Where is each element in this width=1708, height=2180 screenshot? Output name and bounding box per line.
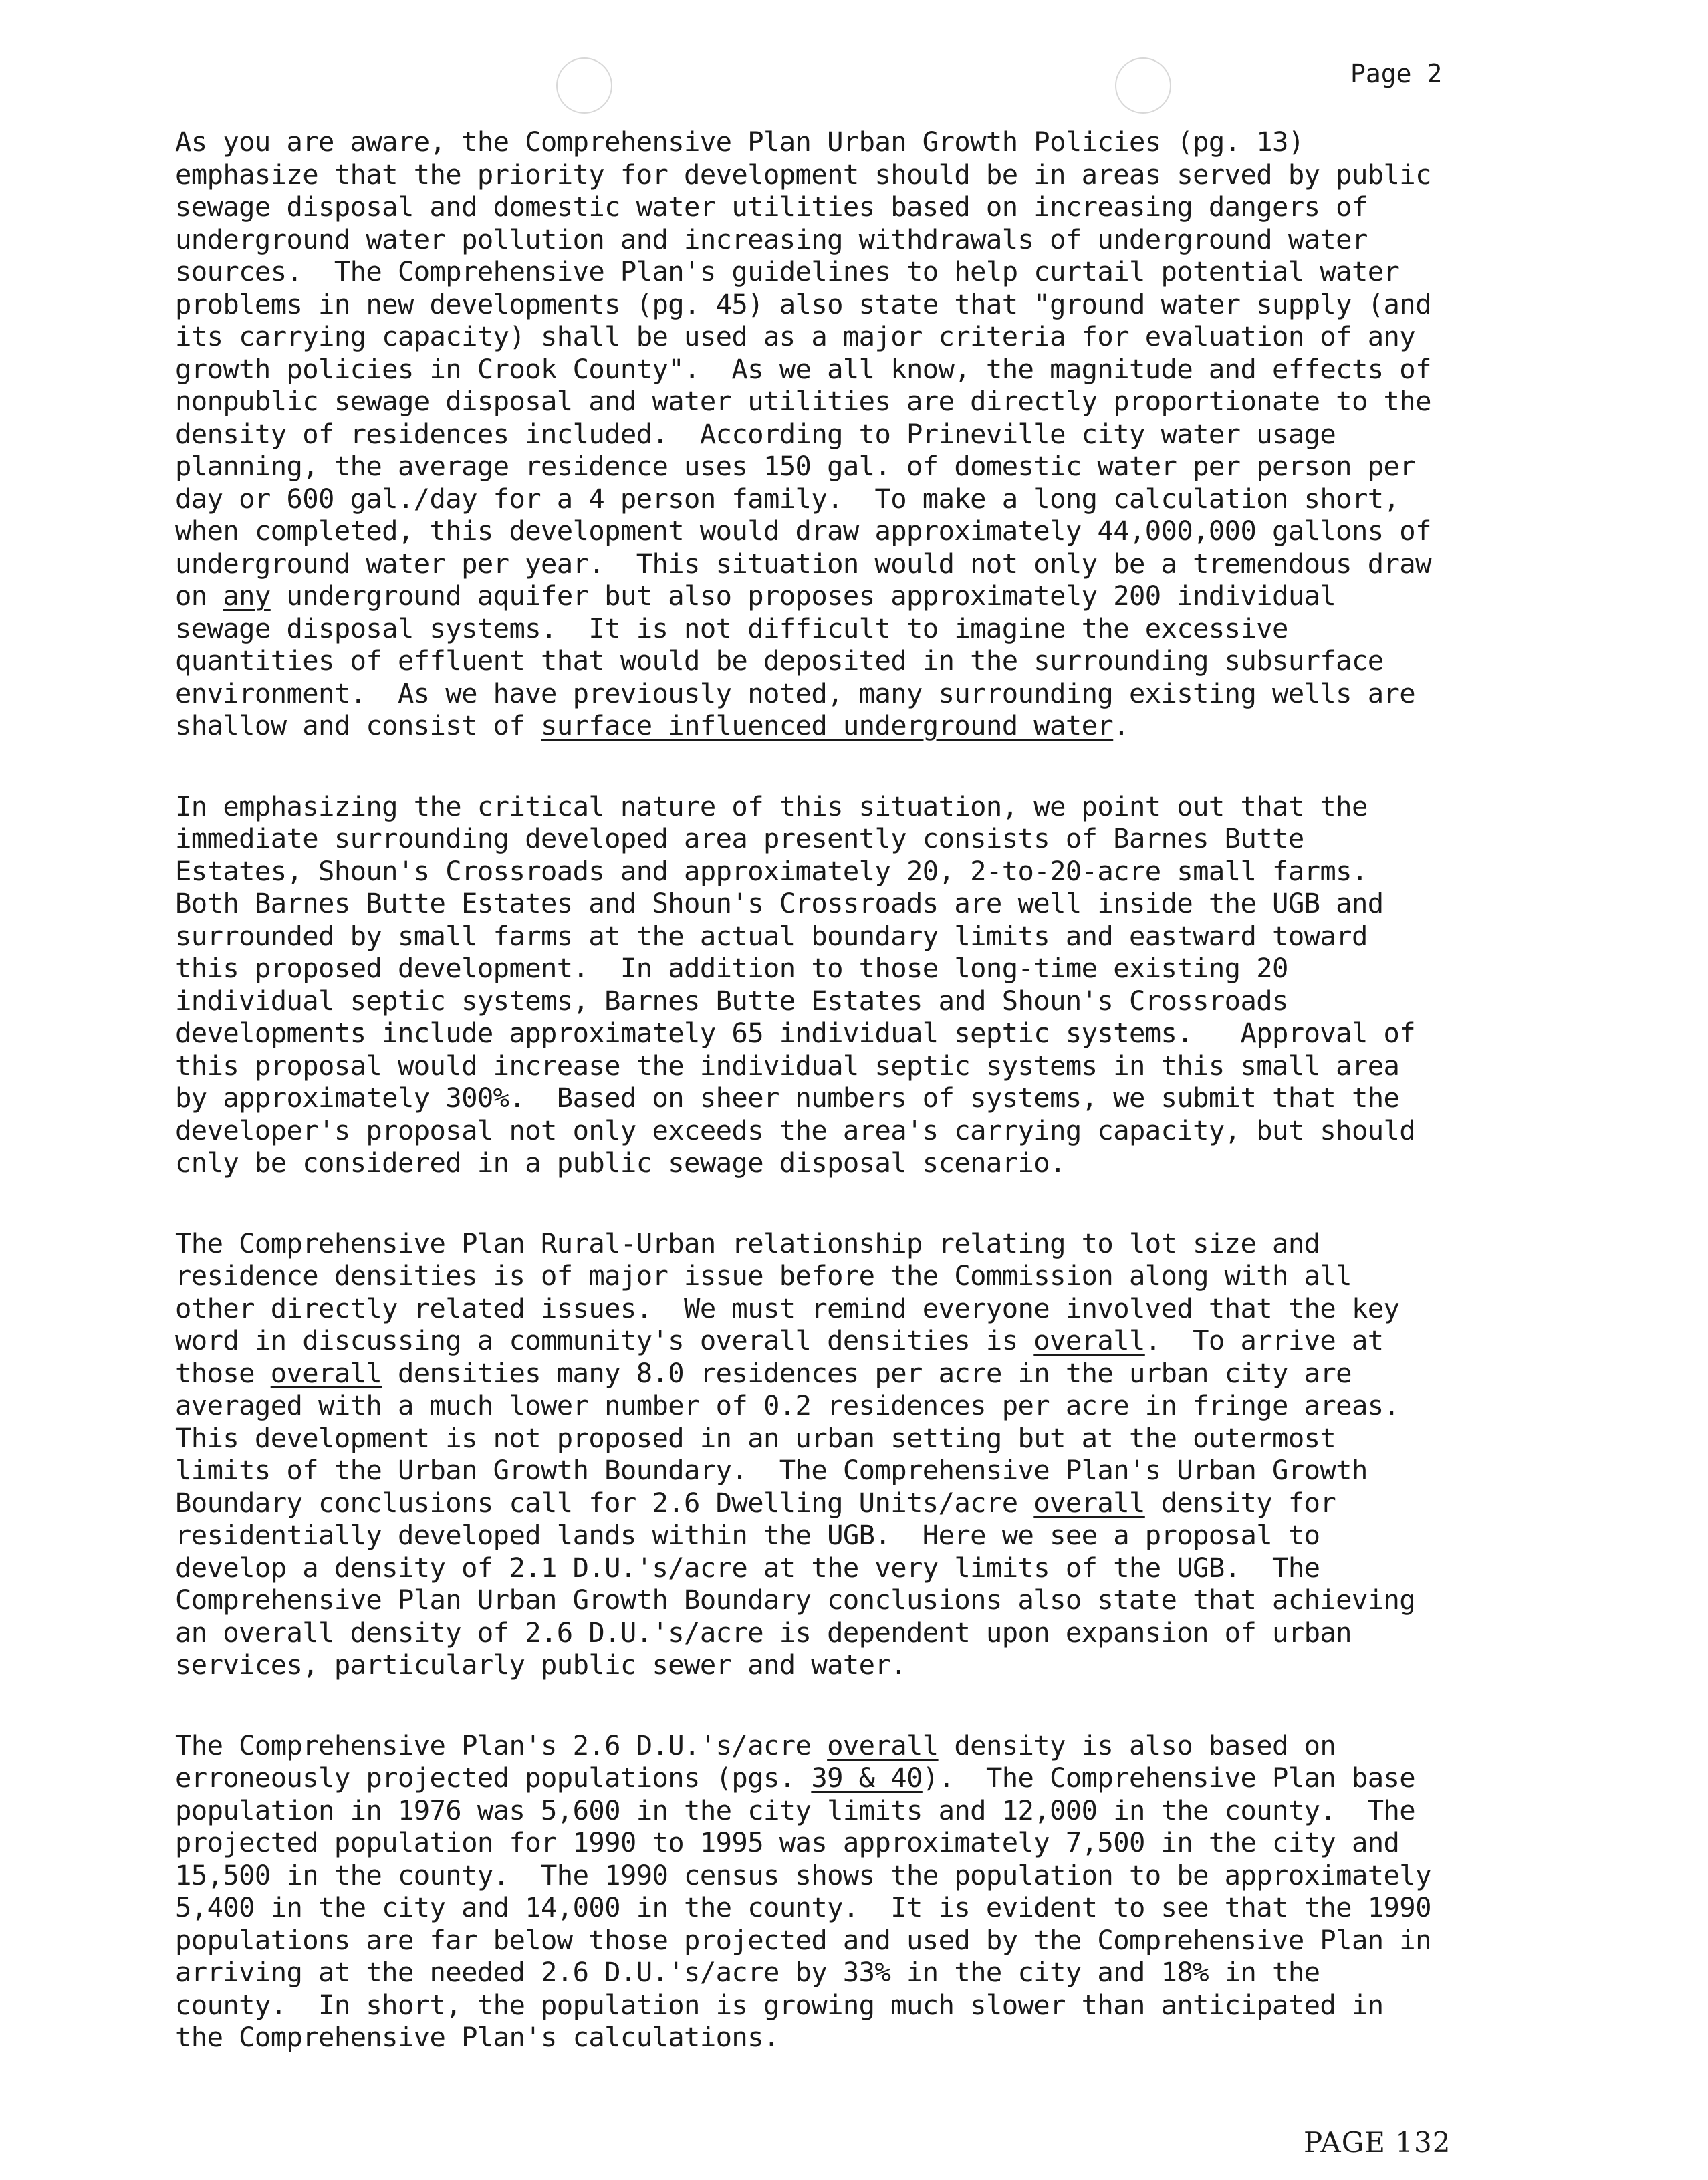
- text-segment: underground aquifer but also proposes approximately 200 individual: [270, 580, 1336, 612]
- text-segment: by approximately 300%. Based on sheer numbers of systems, we submit that the: [175, 1082, 1400, 1114]
- text-segment: projected population for 1990 to 1995 was approximately 7,500 in the city and: [175, 1826, 1400, 1858]
- paragraph: [175, 1729, 1512, 2054]
- text-segment: nonpublic sewage disposal and water utilities are directly proportionate to the: [175, 385, 1431, 417]
- text-segment: densities many 8.0 residences per acre in the urban city are: [382, 1356, 1352, 1389]
- text-segment: density for: [1144, 1486, 1336, 1519]
- text-segment: density is also based on: [938, 1729, 1336, 1762]
- text-segment: those: [175, 1356, 271, 1389]
- text-segment: Both Barnes Butte Estates and Shoun's Crossroads are well inside the UGB and: [175, 887, 1384, 919]
- text-segment: As you are aware, the Comprehensive Plan Urban Growth Policies (pg. 13): [175, 126, 1304, 158]
- underlined-text: surface influenced underground water: [541, 709, 1114, 741]
- document-body: [175, 126, 1512, 2102]
- text-segment: 5,400 in the city and 14,000 in the county. It is evident to see that the 1990: [175, 1891, 1431, 1923]
- text-segment: In emphasizing the critical nature of this situation, we point out that the: [175, 790, 1368, 822]
- text-segment: erroneously projected populations (pgs.: [175, 1762, 812, 1794]
- text-segment: problems in new developments (pg. 45) also state that "ground water supply (and: [175, 287, 1431, 320]
- text-line: [175, 126, 1304, 158]
- text-line: [175, 2021, 779, 2053]
- text-line: [175, 1584, 1415, 1616]
- text-line: [175, 1729, 1336, 1762]
- text-segment: sewage disposal and domestic water utilities based on increasing dangers of: [175, 191, 1368, 223]
- text-segment: an overall density of 2.6 D.U.'s/acre is dependent upon expansion of urban: [175, 1616, 1352, 1649]
- text-segment: Estates, Shoun's Crossroads and approximately 20, 2-to-20-acre small farms.: [175, 854, 1368, 887]
- text-segment: other directly related issues. We must remind everyone involved that the key: [175, 1292, 1400, 1324]
- text-line: [175, 1146, 1066, 1179]
- text-line: [175, 1389, 1399, 1421]
- text-line: [175, 1292, 1399, 1324]
- text-line: [175, 644, 1384, 677]
- text-line: [175, 1859, 1431, 1891]
- text-line: [175, 320, 1415, 352]
- text-segment: Boundary conclusions call for 2.6 Dwelling Units/acre: [175, 1486, 1034, 1519]
- text-line: [175, 191, 1368, 223]
- text-segment: growth policies in Crook County". As we all know, the magnitude and effects of: [175, 352, 1431, 385]
- text-line: [175, 483, 1399, 515]
- text-segment: its carrying capacity) shall be used as a major criteria for evaluation of any: [175, 320, 1416, 352]
- text-line: [175, 158, 1431, 191]
- text-line: [175, 1017, 1415, 1049]
- text-line: [175, 515, 1431, 547]
- underlined-text: overall: [1033, 1486, 1145, 1519]
- text-segment: density of residences included. According to Prineville city water usage: [175, 417, 1336, 450]
- text-line: [175, 1519, 1320, 1551]
- text-line: [175, 1924, 1431, 1956]
- text-segment: individual septic systems, Barnes Butte Estates and Shoun's Crossroads: [175, 984, 1288, 1017]
- text-line: [175, 1324, 1384, 1356]
- text-segment: word in discussing a community's overall densities is: [175, 1324, 1034, 1356]
- text-segment: immediate surrounding developed area presently consists of Barnes Butte: [175, 822, 1304, 854]
- text-segment: population in 1976 was 5,600 in the city limits and 12,000 in the county. The: [175, 1794, 1416, 1826]
- text-segment: when completed, this development would draw approximately 44,000,000 gallons of: [175, 515, 1431, 547]
- text-segment: residence densities is of major issue before the Commission along with all: [175, 1259, 1352, 1292]
- punch-hole-right: [1115, 57, 1171, 114]
- text-segment: day or 600 gal./day for a 4 person family. To make a long calculation short,: [175, 482, 1400, 515]
- text-line: [175, 1082, 1399, 1114]
- text-line: [175, 1616, 1352, 1649]
- text-segment: . To arrive at: [1144, 1324, 1384, 1356]
- text-line: [175, 677, 1415, 709]
- text-line: [175, 887, 1384, 919]
- text-line: [175, 548, 1431, 580]
- text-segment: averaged with a much lower number of 0.2 residences per acre in fringe areas.: [175, 1389, 1400, 1421]
- text-segment: this proposal would increase the individual septic systems in this small area: [175, 1049, 1400, 1082]
- text-line: [175, 450, 1415, 482]
- text-line: [175, 418, 1336, 450]
- text-segment: environment. As we have previously noted, many surrounding existing wells are: [175, 677, 1416, 709]
- text-line: [175, 1891, 1431, 1923]
- text-line: [175, 1227, 1320, 1259]
- page-header-label: Page 2: [1350, 59, 1443, 88]
- text-line: [175, 1050, 1399, 1082]
- text-segment: developments include approximately 65 individual septic systems. Approval of: [175, 1017, 1416, 1049]
- text-line: [175, 1487, 1336, 1519]
- text-line: [175, 1357, 1352, 1389]
- text-line: [175, 920, 1368, 952]
- text-segment: this proposed development. In addition to those long-time existing 20: [175, 952, 1288, 984]
- text-segment: The Comprehensive Plan's 2.6 D.U.'s/acre: [175, 1729, 828, 1762]
- text-line: [175, 353, 1431, 385]
- text-line: [175, 223, 1368, 255]
- text-segment: ). The Comprehensive Plan base: [922, 1762, 1416, 1794]
- text-line: [175, 1989, 1384, 2021]
- text-line: [175, 709, 1129, 741]
- text-segment: surrounded by small farms at the actual boundary limits and eastward toward: [175, 919, 1368, 952]
- text-line: [175, 790, 1368, 822]
- underlined-text: overall: [1033, 1324, 1145, 1356]
- underlined-text: 39 & 40: [811, 1762, 923, 1794]
- text-segment: underground water pollution and increasing withdrawals of underground water: [175, 223, 1368, 255]
- text-segment: shallow and consist of: [175, 709, 541, 741]
- text-line: [175, 1422, 1336, 1454]
- text-segment: sewage disposal systems. It is not difficult to imagine the excessive: [175, 612, 1288, 644]
- text-segment: .: [1113, 709, 1130, 741]
- text-segment: This development is not proposed in an urban setting but at the outermost: [175, 1421, 1336, 1454]
- text-segment: on: [175, 580, 223, 612]
- text-line: [175, 580, 1336, 612]
- text-line: [175, 385, 1431, 417]
- text-line: [175, 288, 1431, 320]
- paragraph: [175, 126, 1512, 742]
- text-segment: develop a density of 2.1 D.U.'s/acre at the very limits of the UGB. The: [175, 1551, 1320, 1584]
- text-line: [175, 1552, 1320, 1584]
- text-line: [175, 1826, 1399, 1858]
- underlined-text: overall: [270, 1356, 382, 1389]
- text-segment: arriving at the needed 2.6 D.U.'s/acre by 33% in the city and 18% in the: [175, 1956, 1320, 1988]
- text-segment: sources. The Comprehensive Plan's guidelines to help curtail potential water: [175, 255, 1400, 287]
- page-footer-number: PAGE 132: [1304, 2126, 1451, 2159]
- text-segment: developer's proposal not only exceeds the area's carrying capacity, but should: [175, 1114, 1416, 1146]
- text-segment: residentially developed lands within the UGB. Here we see a proposal to: [175, 1519, 1320, 1551]
- text-line: [175, 822, 1304, 854]
- text-line: [175, 1762, 1415, 1794]
- text-segment: cnly be considered in a public sewage disposal scenario.: [175, 1146, 1066, 1179]
- text-segment: services, particularly public sewer and water.: [175, 1649, 907, 1681]
- text-segment: Comprehensive Plan Urban Growth Boundary conclusions also state that achieving: [175, 1584, 1416, 1616]
- text-line: [175, 1114, 1415, 1146]
- paragraph: [175, 1227, 1512, 1681]
- text-segment: quantities of effluent that would be deposited in the surrounding subsurface: [175, 644, 1384, 677]
- text-line: [175, 1649, 906, 1681]
- text-line: [175, 855, 1368, 887]
- text-segment: emphasize that the priority for development should be in areas served by public: [175, 158, 1431, 191]
- text-segment: county. In short, the population is growing much slower than anticipated in: [175, 1988, 1384, 2021]
- text-segment: underground water per year. This situation would not only be a tremendous draw: [175, 547, 1431, 580]
- text-segment: planning, the average residence uses 150 gal. of domestic water per person per: [175, 450, 1416, 482]
- text-line: [175, 952, 1288, 984]
- text-line: [175, 1259, 1352, 1292]
- text-line: [175, 985, 1288, 1017]
- punch-hole-left: [556, 57, 612, 114]
- text-line: [175, 612, 1288, 644]
- text-segment: the Comprehensive Plan's calculations.: [175, 2021, 779, 2053]
- text-segment: populations are far below those projected and used by the Comprehensive Plan in: [175, 1923, 1431, 1956]
- text-segment: limits of the Urban Growth Boundary. The Comprehensive Plan's Urban Growth: [175, 1454, 1368, 1486]
- text-line: [175, 1956, 1320, 1988]
- text-segment: The Comprehensive Plan Rural-Urban relationship relating to lot size and: [175, 1227, 1320, 1259]
- text-line: [175, 1794, 1415, 1826]
- text-line: [175, 1454, 1368, 1486]
- underlined-text: any: [223, 580, 271, 612]
- underlined-text: overall: [827, 1729, 939, 1762]
- text-line: [175, 255, 1399, 287]
- text-segment: 15,500 in the county. The 1990 census shows the population to be approximately: [175, 1858, 1431, 1891]
- paragraph: [175, 790, 1512, 1179]
